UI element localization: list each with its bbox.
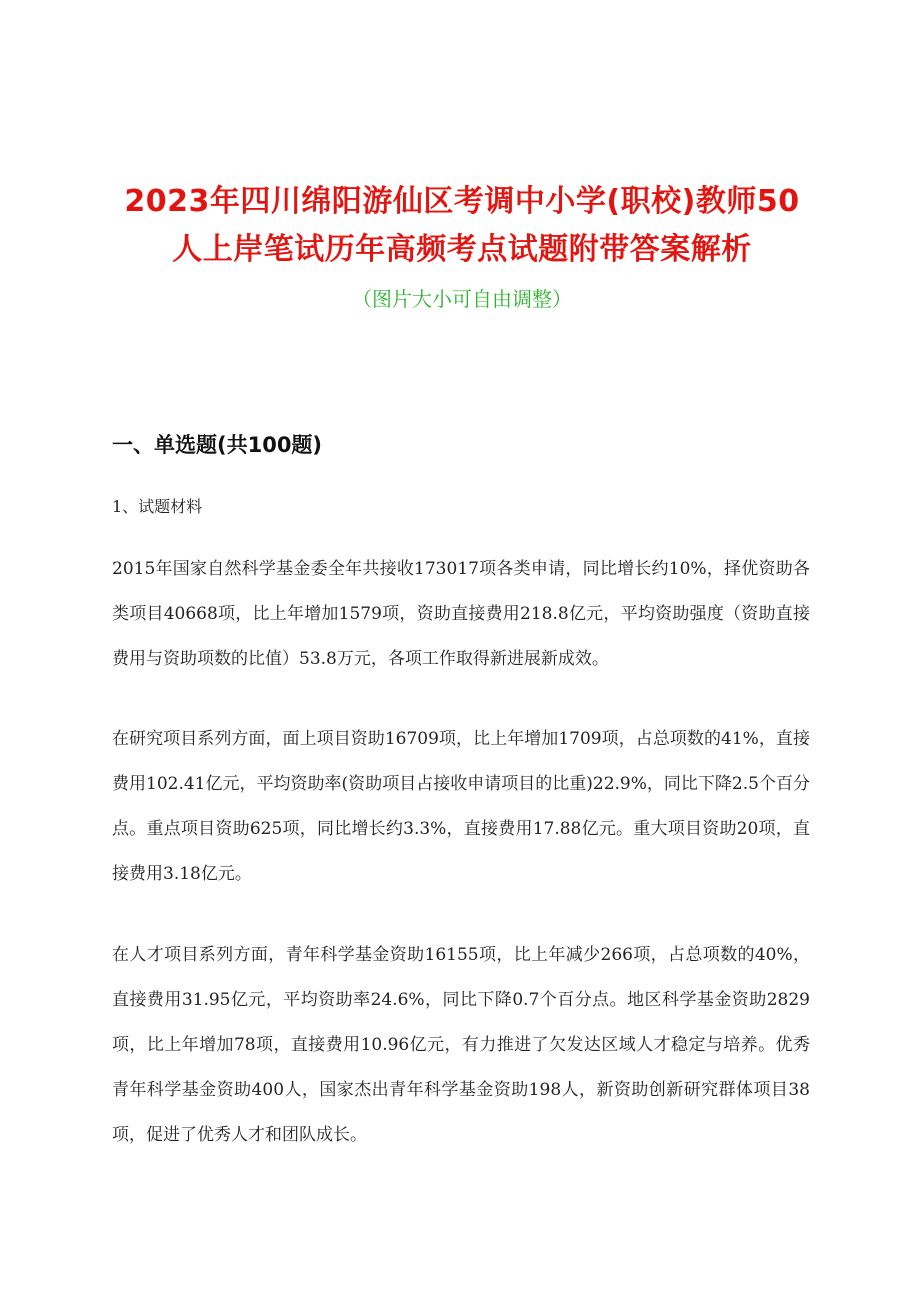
section-heading: 一、单选题(共100题) — [112, 433, 323, 457]
document-title: 2023年四川绵阳游仙区考调中小学(职校)教师50人上岸笔试历年高频考点试题附带答案解析 — [124, 184, 800, 267]
paragraph-research-projects: 在研究项目系列方面，面上项目资助16709项，比上年增加1709项，占总项数的41%，直接费用102.41亿元，平均资助率(资助项目占接收申请项目的比重)22.9%，同比下降2.5个百分点。重点项目资助625项，同比增长约3.3%，直接费用17.88亿元。重大项目资助20项，直接费用3.18亿元。 — [112, 729, 810, 884]
paragraph-funding-overview: 2015年国家自然科学基金委全年共接收173017项各类申请，同比增长约10%，择优资助各类项目40668项，比上年增加1579项，资助直接费用218.8亿元，平均资助强度（资助直接费用与资助项数的比值）53.8万元，各项工作取得新进展新成效。 — [112, 559, 810, 669]
paragraph-talent-projects: 在人才项目系列方面，青年科学基金资助16155项，比上年减少266项，占总项数的40%，直接费用31.95亿元，平均资助率24.6%，同比下降0.7个百分点。地区科学基金资助2829项，比上年增加78项，直接费用10.96亿元，有力推进了欠发达区域人才稳定与培养。优秀青年科学基金资助400人，国家杰出青年科学基金资助198人，新资助创新研究群体项目38项，促进了优秀人才和团队成长。 — [112, 945, 810, 1145]
image-size-note: （图片大小可自由调整） — [352, 287, 572, 311]
question-number: 1、试题材料 — [112, 497, 203, 516]
